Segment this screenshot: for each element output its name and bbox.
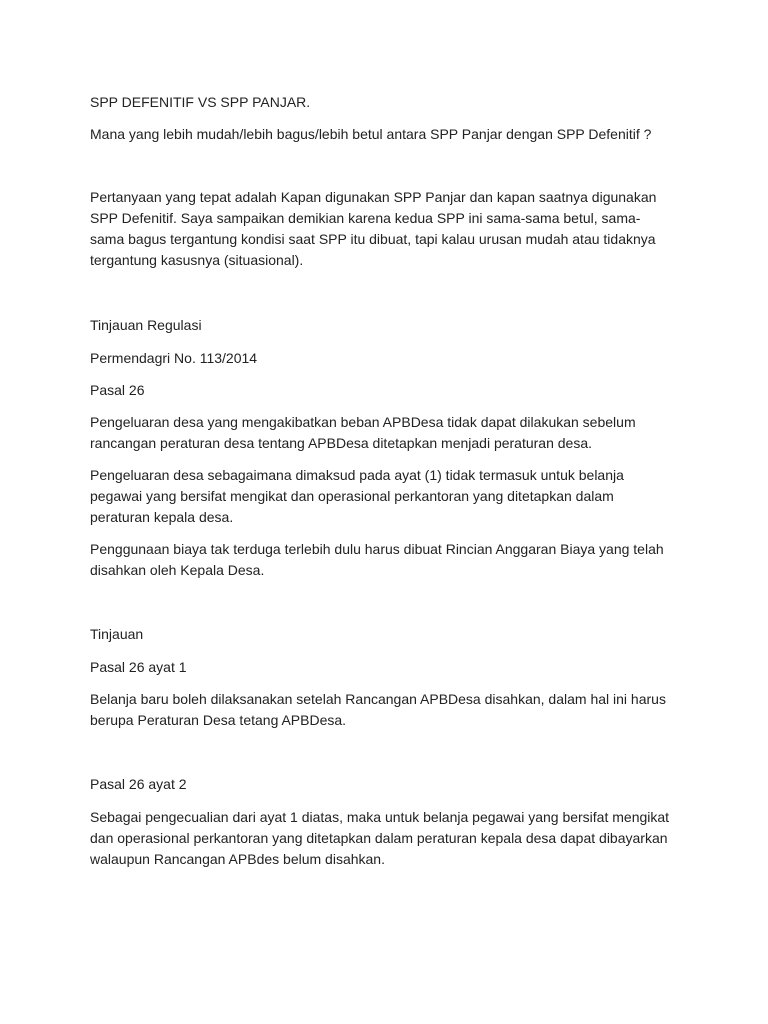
regulation-reference: Permendagri No. 113/2014: [90, 350, 258, 366]
ayat-2-paragraph: Sebagai pengecualian dari ayat 1 diatas, maka untuk belanja pegawai yang bersifat mengikat dan operasional perkantoran yang ditetapkan dalam peraturan kepala desa dapat dibayarkan walaupun Rancangan APBdes belum disahkan.: [90, 809, 670, 867]
section-heading-tinjauan-regulasi: Tinjauan Regulasi: [90, 317, 202, 333]
ayat-1-paragraph: Belanja baru boleh dilaksanakan setelah Rancangan APBDesa disahkan, dalam hal ini harus berupa Peraturan Desa tetang APBDesa.: [90, 691, 666, 728]
document-title: SPP DEFENITIF VS SPP PANJAR.: [90, 94, 311, 110]
article-heading-pasal-26: Pasal 26: [90, 382, 145, 398]
article-paragraph-1: Pengeluaran desa yang mengakibatkan beban APBDesa tidak dapat dilakukan sebelum rancangan peraturan desa tentang APBDesa ditetapkan menjadi peraturan desa.: [90, 414, 636, 451]
article-paragraph-2: Pengeluaran desa sebagaimana dimaksud pada ayat (1) tidak termasuk untuk belanja pegawai yang bersifat mengikat dan operasional perkantoran yang ditetapkan dalam peraturan kepala desa.: [90, 467, 624, 525]
question-paragraph: Mana yang lebih mudah/lebih bagus/lebih betul antara SPP Panjar dengan SPP Defenitif ?: [90, 126, 652, 142]
section-heading-tinjauan: Tinjauan: [90, 626, 144, 642]
article-paragraph-3: Penggunaan biaya tak terduga terlebih dulu harus dibuat Rincian Anggaran Biaya yang telah disahkan oleh Kepala Desa.: [90, 541, 664, 578]
subheading-pasal-26-ayat-2: Pasal 26 ayat 2: [90, 776, 187, 792]
subheading-pasal-26-ayat-1: Pasal 26 ayat 1: [90, 659, 187, 675]
intro-paragraph: Pertanyaan yang tepat adalah Kapan digunakan SPP Panjar dan kapan saatnya digunakan SPP Defenitif. Saya sampaikan demikian karena kedua SPP ini sama-sama betul, sama-sama bagus tergantung kondisi saat SPP itu dibuat, tapi kalau urusan mudah atau tidaknya tergantung kasusnya (situasional).: [90, 189, 657, 268]
